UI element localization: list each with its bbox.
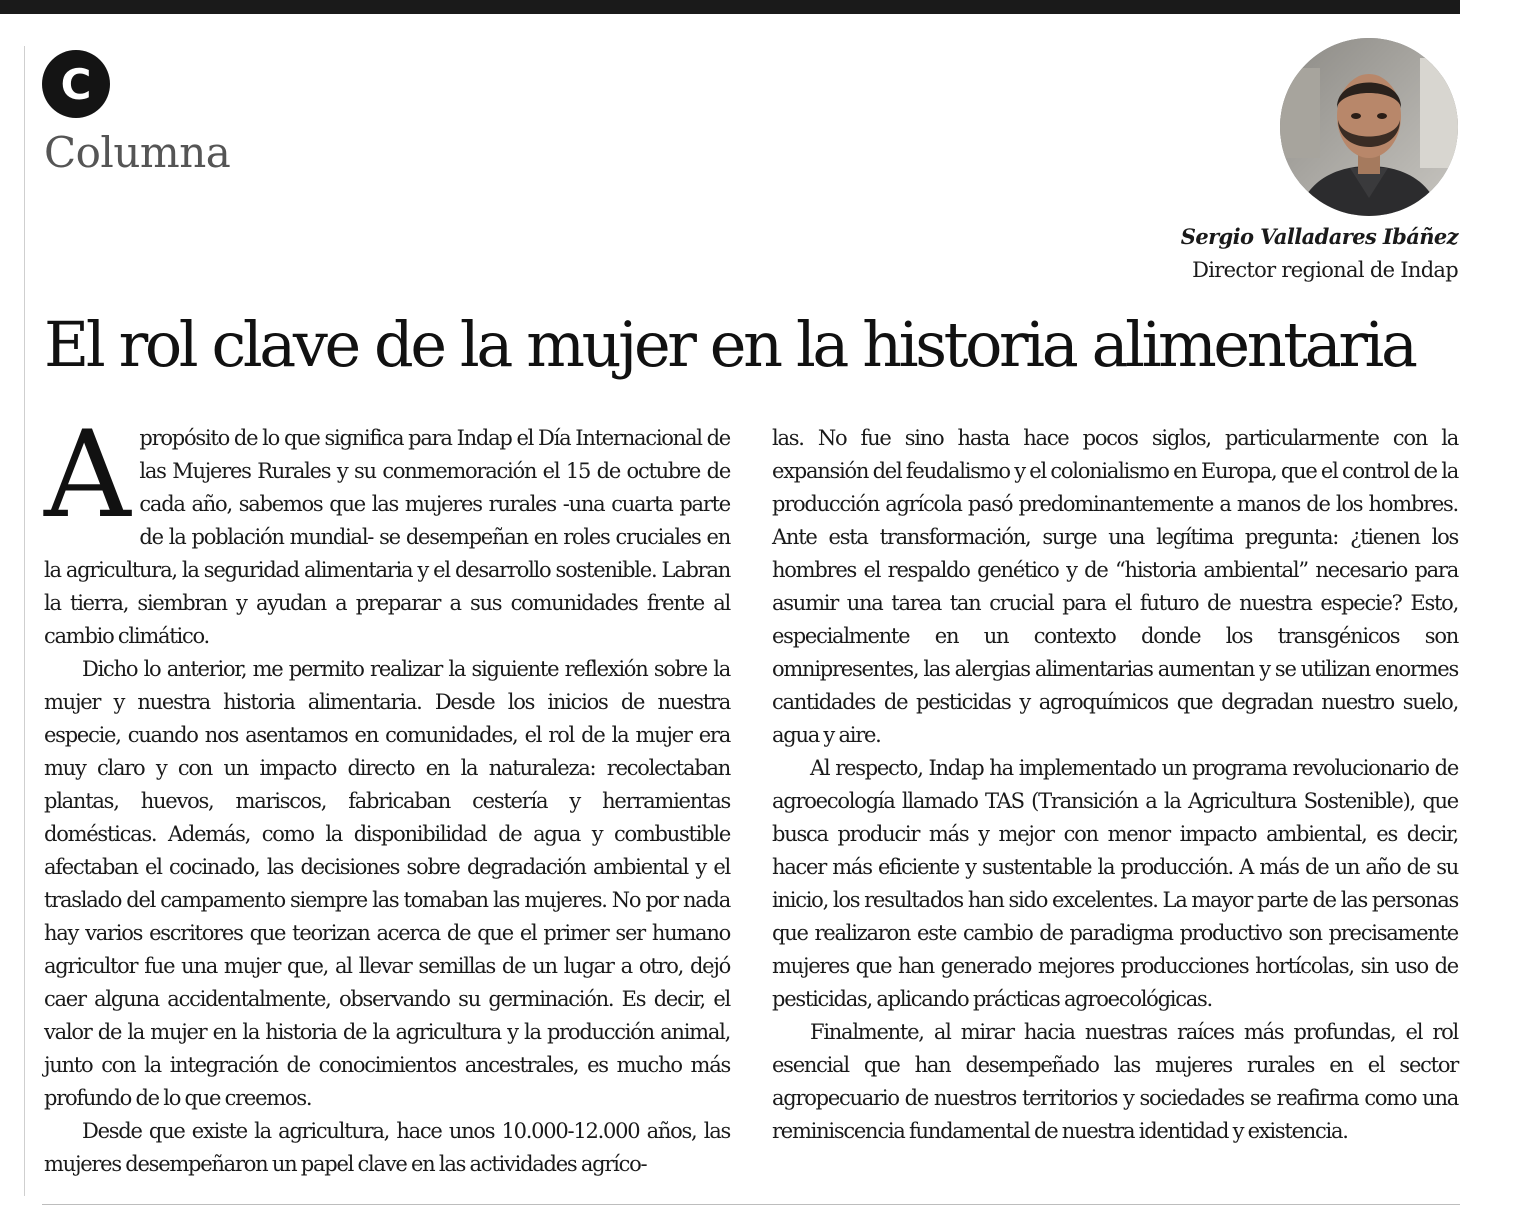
article-paragraph: Desde que existe la agricultura, hace unos 10.000-12.000 años, las mujeres desempeñaron un papel clave en las actividades agríco- [44, 1119, 730, 1176]
bottom-rule [42, 1204, 1460, 1205]
author-name: Sergio Valladares Ibáñez [1180, 224, 1458, 249]
article-paragraph: Finalmente, al mirar hacia nuestras raíces más profundas, el rol esencial que han desempeñado las mujeres rurales en el sector agropecuario de nuestros territorios y sociedades se reafirma como una reminiscencia fundamental de nuestra identidad y existencia. [772, 1020, 1458, 1143]
article-paragraph: las. No fue sino hasta hace pocos siglos, particularmente con la expansión del feudalismo y el colonialismo en Europa, que el control de la producción agrícola pasó predominantemente a manos de los hombres. Ante esta transformación, surge una legítima pregunta: ¿tienen los hombres el respaldo genético y de “historia ambiental” necesario para asumir una tarea tan crucial para el futuro de nuestra especie? Esto, especialmente en un contexto donde los transgénicos son omnipresentes, las alergias alimentarias aumentan y se utilizan enormes cantidades de pesticidas y agroquímicos que degradan nuestro suelo, agua y aire. [772, 426, 1458, 747]
article-column-left [44, 406, 730, 1181]
article-paragraph [44, 406, 730, 653]
section-badge: C [42, 50, 110, 118]
drop-cap: A [44, 406, 130, 545]
section-label: Columna [44, 128, 231, 177]
top-rule [0, 0, 1460, 14]
article-paragraph: Dicho lo anterior, me permito realizar la siguiente reflexión sobre la mujer y nuestra historia alimentaria. Desde los inicios de nuestra especie, cuando nos asentamos en comunidades, el rol de la mujer era muy claro y con un impacto directo en la naturaleza: recolectaban plantas, huevos, mariscos, fabricaban cestería y herramientas domésticas. Además, como la disponibilidad de agua y combustible afectaban el cocinado, las decisiones sobre degradación ambiental y el traslado del campamento siempre las tomaban las mujeres. No por nada hay varios escritores que teorizan acerca de que el primer ser humano agricultor fue una mujer que, al llevar semillas de un lugar a otro, dejó caer alguna accidentalmente, observando su germinación. Es decir, el valor de la mujer en la historia de la agricultura y la producción animal, junto con la integración de conocimientos ancestrales, es mucho más profundo de lo que creemos. [44, 657, 730, 1110]
article-paragraph: Al respecto, Indap ha implementado un programa revolucionario de agroecología llamado TAS (Transición a la Agricultura Sostenible), que busca producir más y mejor con menor impacto ambiental, es decir, hacer más eficiente y sustentable la producción. A más de un año de su inicio, los resultados han sido excelentes. La mayor parte de las personas que realizaron este cambio de paradigma productivo son precisamente mujeres que han generado mejores producciones hortícolas, sin uso de pesticidas, aplicando prácticas agroecológicas. [772, 756, 1458, 1011]
article-column-right [772, 422, 1458, 1148]
headline: El rol clave de la mujer en la historia alimentaria [44, 308, 1415, 381]
paragraph-text: propósito de lo que significa para Indap el Día Internacional de las Mujeres Rurales y su conmemoración el 15 de octubre de cada año, sabemos que las mujeres rurales -una cuarta parte de la población mundial- se desempeñan en roles cruciales en la agricultura, la seguridad alimentaria y el desarrollo sostenible. Labran la tierra, siembran y ayudan a preparar a sus comunidades frente al cambio climático. [44, 426, 730, 648]
author-role: Director regional de Indap [1192, 258, 1458, 282]
author-photo [1280, 38, 1458, 216]
left-margin-rule [24, 46, 25, 1196]
author-portrait-image [1280, 38, 1458, 216]
